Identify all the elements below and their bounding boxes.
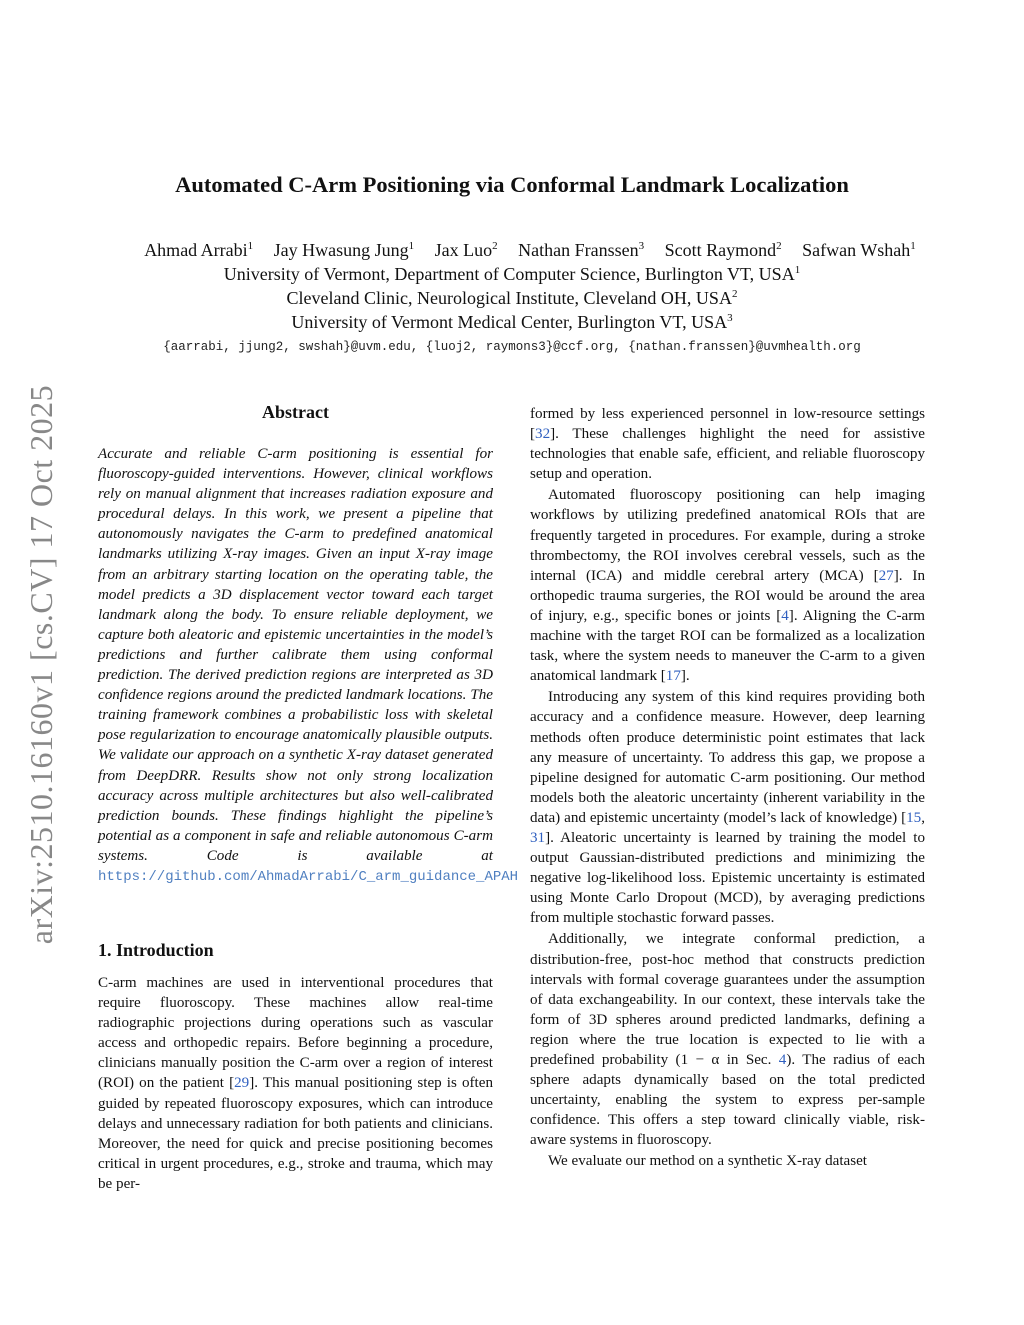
- introduction-heading: 1. Introduction: [98, 940, 214, 960]
- author: [518, 240, 644, 260]
- arxiv-stamp-text: arXiv:2510.16160v1 [cs.CV] 17 Oct 2025: [23, 384, 60, 944]
- affiliation-text: University of Vermont, Department of Computer Science, Burlington VT, USA: [223, 264, 795, 284]
- affiliation-mark: 1: [794, 264, 801, 276]
- author-name: Jay Hwasung Jung: [273, 240, 409, 260]
- affiliation: [100, 312, 924, 333]
- citation-link[interactable]: 15: [906, 809, 922, 826]
- text-run: Automated fluoroscopy positioning can help imaging workflows by utilizing predefined anatomical ROIs that are frequently targeted in procedures. For example, during a stroke thrombectomy, the ROI involves cerebral vessels, such as the internal (ICA) and middle cerebral artery (MCA) [: [530, 487, 925, 584]
- citation-link[interactable]: 27: [878, 567, 894, 584]
- affiliation-mark: 3: [727, 312, 733, 324]
- code-link[interactable]: https://github.com/AhmadArrabi/C_arm_guidance_APAH: [98, 868, 519, 885]
- arxiv-stamp: [20, 372, 64, 956]
- author: [665, 240, 782, 260]
- text-run: Additionally, we integrate conformal prediction, a distribution-free, post-hoc method that constructs prediction intervals with formal coverage guarantees under the assumption of data exchangeability. In our context, these intervals take the form of 3D spheres around predicted landmarks, defining a region where the true location is expected to lie with a predefined probability (1 − α in Sec.: [530, 931, 925, 1068]
- abstract-heading: Abstract: [262, 402, 329, 422]
- author-name: Scott Raymond: [664, 240, 777, 260]
- author-name: Ahmad Arrabi: [144, 240, 248, 260]
- author-affil-mark: 1: [247, 240, 254, 252]
- introduction-body: [98, 973, 493, 1194]
- affiliation-text: Cleveland Clinic, Neurological Institute, Cleveland OH, USA: [286, 288, 732, 308]
- author-affil-mark: 1: [910, 240, 916, 252]
- citation-link[interactable]: 31: [530, 829, 546, 846]
- text-run: ,: [921, 809, 925, 826]
- text-run: ]. Aleatoric uncertainty is learned by training the model to output Gaussian-distributed predictions and minimizing the negative log-likelihood loss. Epistemic uncertainty is estimated using Monte Carlo Dropout (MCD), by averaging predictions from multiple stochastic forward passes.: [530, 829, 925, 927]
- author-affil-mark: 2: [776, 240, 782, 252]
- intro-paragraph: [530, 404, 925, 484]
- paper-title: Automated C-Arm Positioning via Conformal Landmark Localization: [175, 172, 849, 197]
- text-run: Introducing any system of this kind requires providing both accuracy and a confidence measure. However, deep learning methods often produce deterministic point estimates that lack any measure of uncertainty. To address this gap, we propose a pipeline designed for automatic C-arm positioning. Our method models both the aleatoric uncertainty (inherent variability in the data) and epistemic uncertainty (model’s lack of knowledge) [: [530, 689, 925, 826]
- affiliation-mark: 2: [731, 288, 738, 300]
- author: [144, 240, 253, 260]
- author-affil-mark: 2: [492, 240, 498, 252]
- author-affil-mark: 3: [638, 240, 645, 252]
- author-name: Jax Luo: [434, 240, 493, 260]
- intro-paragraph: [530, 687, 925, 928]
- author-list: [100, 240, 960, 261]
- citation-link[interactable]: 29: [234, 1075, 250, 1092]
- text-run: ]. This manual positioning step is often guided by repeated fluoroscopy exposures, which can introduce delays and unnecessary radiation for both patients and clinicians. Moreover, the need for quick and precise positioning becomes critical in urgent procedures, e.g., stroke and trauma, which may be per-: [98, 1075, 493, 1192]
- author-affil-mark: 1: [408, 240, 415, 252]
- intro-paragraph: [530, 929, 925, 1150]
- affiliation-text: University of Vermont Medical Center, Burlington VT, USA: [291, 312, 728, 332]
- citation-link[interactable]: 17: [665, 668, 681, 685]
- intro-paragraph: [98, 973, 493, 1194]
- citation-link[interactable]: 32: [535, 426, 551, 443]
- text-run: ]. Aligning the C-arm machine with the target ROI can be formalized as a localization task, where the system needs to maneuver the C-arm to a given anatomical landmark [: [530, 607, 925, 685]
- text-run: ). The radius of each sphere adapts dynamically based on the total predicted uncertainty, enabling the system to express per-sample confidence. This offers a step toward clinically viable, risk-aware systems in fluoroscopy.: [530, 1052, 925, 1149]
- text-run: C-arm machines are used in interventional procedures that require fluoroscopy. These machines allow real-time radiographic projections during operations such as vascular access and orthopedic repairs. Before beginning a procedure, clinicians manually position the C-arm over a region of interest (ROI) on the patient [: [98, 975, 493, 1092]
- affiliation: [100, 288, 924, 309]
- text-run: ].: [680, 668, 690, 685]
- affiliation: [100, 264, 924, 285]
- citation-link[interactable]: 4: [781, 607, 789, 624]
- text-run: ]. In orthopedic trauma surgeries, the ROI would be around the area of injury, e.g., specific bones or joints [: [530, 567, 925, 624]
- right-column: [530, 404, 925, 1172]
- citation-link[interactable]: 4: [778, 1052, 787, 1068]
- author-emails: {aarrabi, jjung2, swshah}@uvm.edu, {luoj2, raymons3}@ccf.org, {nathan.franssen}@uvmhealth.org: [163, 340, 861, 354]
- author-name: Nathan Franssen: [518, 240, 639, 260]
- intro-paragraph: [530, 485, 925, 686]
- abstract-body: [98, 444, 519, 887]
- author: [802, 240, 916, 260]
- abstract-paragraph: [98, 444, 519, 887]
- author: [274, 240, 415, 260]
- text-run: formed by less experienced personnel in low-resource settings [: [530, 406, 925, 443]
- text-run: We evaluate our method on a synthetic X-ray dataset: [548, 1153, 867, 1170]
- abstract-text: Accurate and reliable C-arm positioning is essential for fluoroscopy-guided interventions. However, clinical workflows rely on manual alignment that increases radiation exposure and procedural delays. In this work, we present a pipeline that autonomously navigates the C-arm to predefined anatomical landmarks utilizing X-ray images. Given an input X-ray image from an arbitrary starting location on the operating table, the model predicts a 3D displacement vector toward each target landmark along the body. To ensure reliable deployment, we capture both aleatoric and epistemic uncertainties in the model’s predictions and further calibrate them using conformal prediction. The derived prediction regions are interpreted as 3D confidence regions around the predicted landmark locations. The training framework combines a probabilistic loss with skeletal pose regularization to encourage anatomically plausible outputs. We validate our approach on a synthetic X-ray dataset generated from DeepDRR. Results show not only strong localization accuracy across multiple architectures but also well-calibrated prediction bounds. These findings highlight the pipeline’s potential as a component in safe and reliable autonomous C-arm systems. Code is available at: [98, 446, 493, 864]
- intro-paragraph: [530, 1151, 925, 1171]
- text-run: ]. These challenges highlight the need for assistive technologies that enable safe, efficient, and reliable fluoroscopy setup and operation.: [530, 426, 925, 483]
- author: [435, 240, 498, 260]
- author-name: Safwan Wshah: [802, 240, 911, 260]
